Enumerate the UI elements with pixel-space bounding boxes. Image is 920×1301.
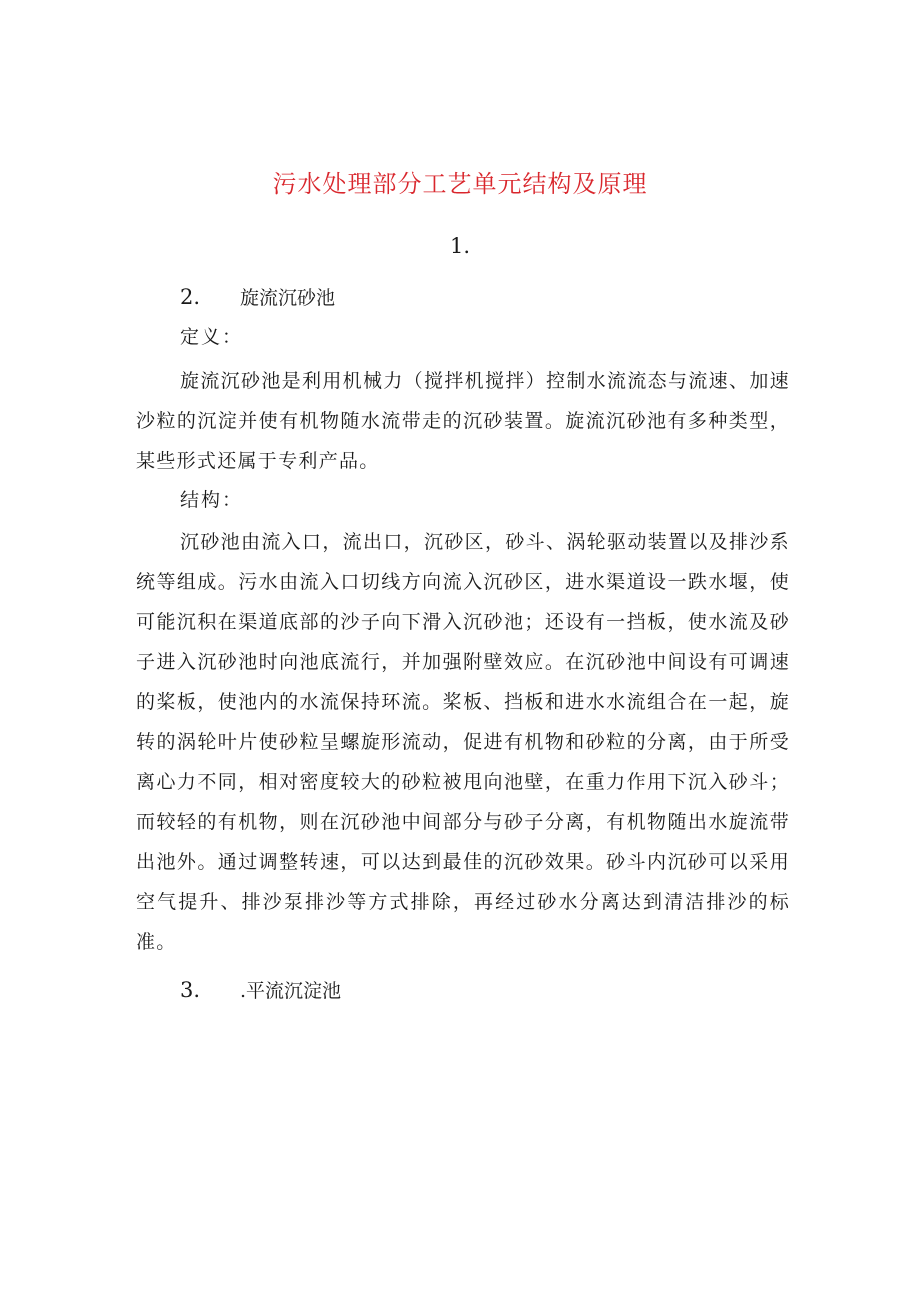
document-title: 污水处理部分工艺单元结构及原理 [272, 170, 648, 198]
section-2-heading [180, 283, 335, 312]
section-3-number: 3. [180, 978, 201, 1002]
structure-paragraph: 沉砂池由流入口，流出口，沉砂区，砂斗、涡轮驱动装置以及排沙系统等组成。污水由流入口切线方向流入沉砂区，进水渠道设一跌水堰，使可能沉积在渠道底部的沙子向下滑入沉砂池；还设有一挡板，使水流及砂子进入沉砂池时向池底流行，并加强附壁效应。在沉砂池中间设有可调速的桨板，使池内的水流保持环流。桨板、挡板和进水水流组合在一起，旋转的涡轮叶片使砂粒呈螺旋形流动，促进有机物和砂粒的分离，由于所受离心力不同，相对密度较大的砂粒被甩向池壁，在重力作用下沉入砂斗；而较轻的有机物，则在沉砂池中间部分与砂子分离，有机物随出水旋流带出池外。通过调整转速，可以达到最佳的沉砂效果。砂斗内沉砂可以采用空气提升、排沙泵排沙等方式排除，再经过砂水分离达到清洁排沙的标准。 [136, 531, 790, 953]
structure-label: 结构： [180, 489, 244, 511]
section-3-heading [180, 976, 341, 1005]
item-1-number: 1. [449, 234, 471, 258]
section-3-title: .平流沉淀池 [240, 980, 342, 1002]
definition-paragraph: 旋流沉砂池是利用机械力（搅拌机搅拌）控制水流流态与流速、加速沙粒的沉淀并使有机物随水流带走的沉砂装置。旋流沉砂池有多种类型，某些形式还属于专利产品。 [136, 370, 790, 472]
section-2-title: 旋流沉砂池 [240, 287, 336, 309]
section-2-number: 2. [180, 285, 201, 309]
definition-label: 定义： [180, 326, 244, 348]
